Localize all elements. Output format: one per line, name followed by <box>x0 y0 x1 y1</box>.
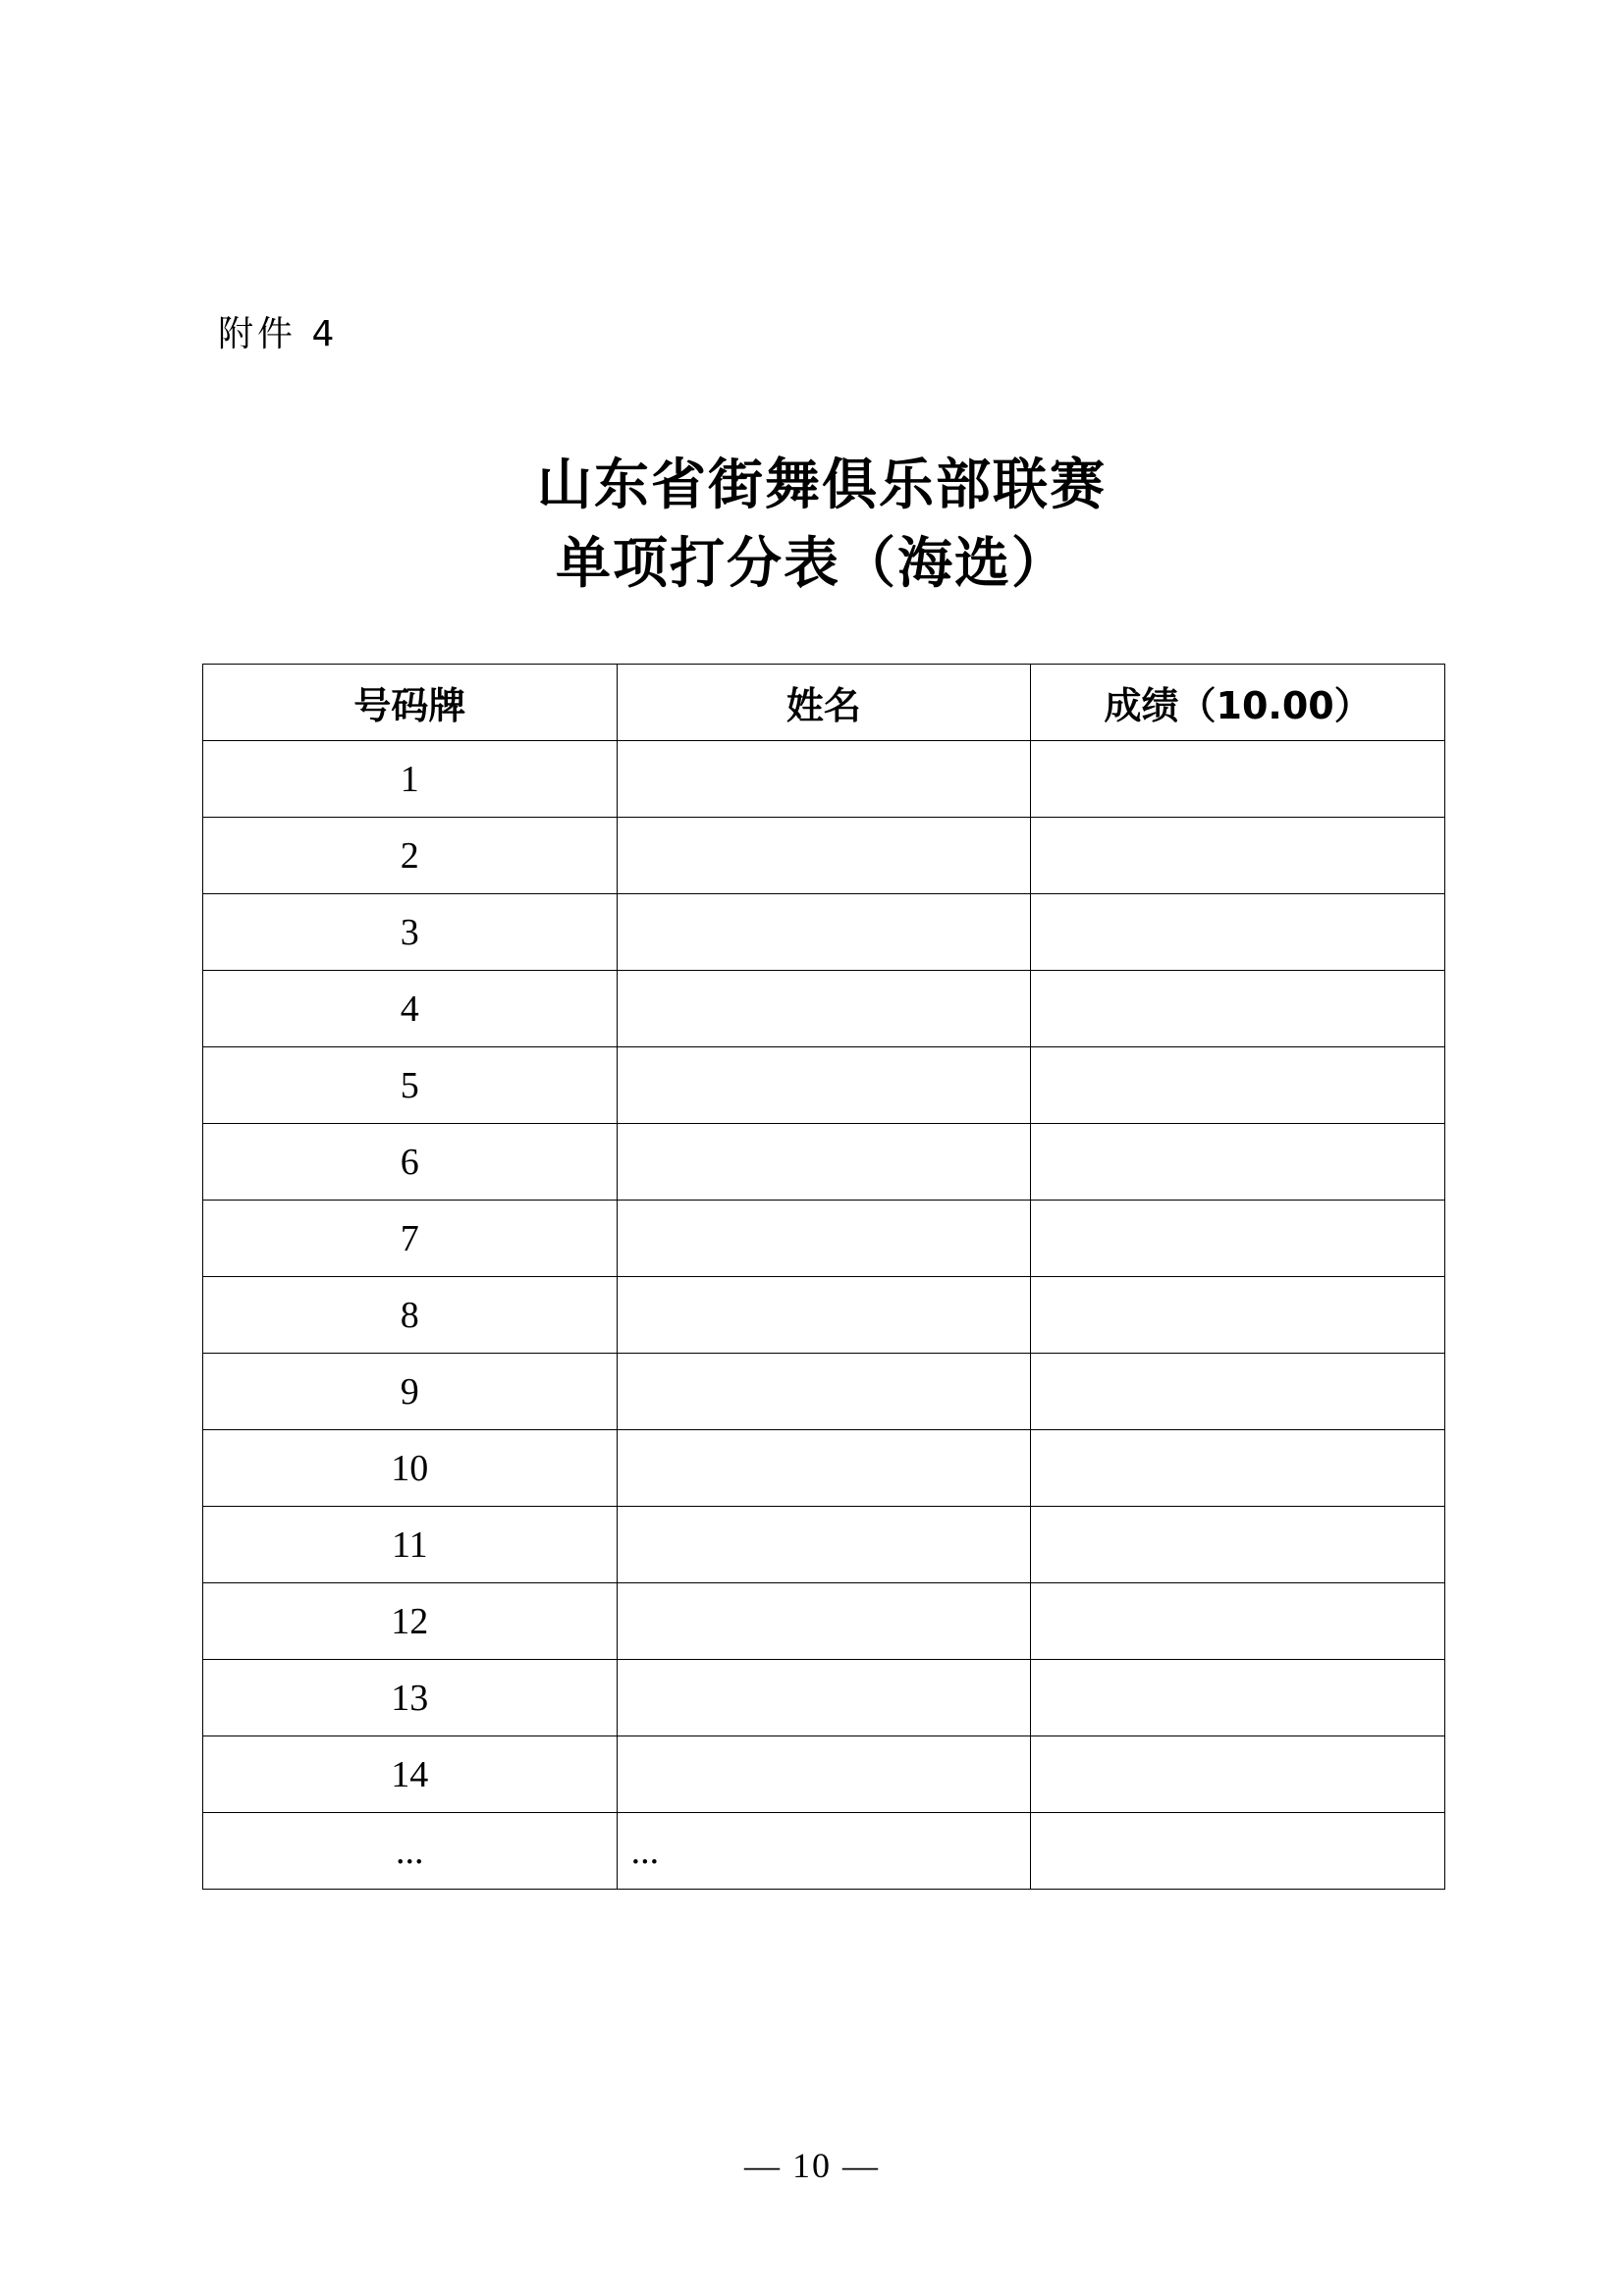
cell-score[interactable] <box>1031 1201 1445 1277</box>
score-table <box>202 664 1445 1890</box>
cell-number: 9 <box>203 1354 618 1430</box>
cell-number: 13 <box>203 1660 618 1736</box>
cell-number: 10 <box>203 1430 618 1507</box>
cell-score[interactable] <box>1031 1507 1445 1583</box>
table-row <box>203 1354 1445 1430</box>
cell-name[interactable] <box>617 818 1031 894</box>
page-title-line-1: 山东省街舞俱乐部联赛 <box>537 453 1107 517</box>
table-row <box>203 1507 1445 1583</box>
cell-score[interactable] <box>1031 1660 1445 1736</box>
table-row <box>203 1430 1445 1507</box>
cell-number: 3 <box>203 894 618 971</box>
cell-name[interactable] <box>617 1430 1031 1507</box>
cell-number: 11 <box>203 1507 618 1583</box>
cell-name[interactable] <box>617 1201 1031 1277</box>
cell-number: 8 <box>203 1277 618 1354</box>
cell-score[interactable] <box>1031 1047 1445 1124</box>
cell-score[interactable] <box>1031 1583 1445 1660</box>
cell-score[interactable] <box>1031 971 1445 1047</box>
table-row <box>203 1201 1445 1277</box>
cell-number: 6 <box>203 1124 618 1201</box>
table-row <box>203 1736 1445 1813</box>
table-row <box>203 1660 1445 1736</box>
cell-name[interactable] <box>617 894 1031 971</box>
cell-score[interactable] <box>1031 1430 1445 1507</box>
table-row <box>203 894 1445 971</box>
attachment-label: 附件 4 <box>218 314 339 354</box>
page-title-line-2: 单项打分表（海选） <box>556 531 1068 596</box>
cell-score[interactable] <box>1031 1277 1445 1354</box>
cell-number: 4 <box>203 971 618 1047</box>
cell-score[interactable] <box>1031 1354 1445 1430</box>
cell-score[interactable] <box>1031 818 1445 894</box>
page-number: — 10 — <box>744 2146 880 2185</box>
cell-name[interactable] <box>617 1507 1031 1583</box>
table-row <box>203 741 1445 818</box>
cell-name[interactable] <box>617 1583 1031 1660</box>
cell-name[interactable] <box>617 1736 1031 1813</box>
table-row <box>203 1047 1445 1124</box>
table-row <box>203 1583 1445 1660</box>
cell-number: 14 <box>203 1736 618 1813</box>
cell-number: 7 <box>203 1201 618 1277</box>
cell-name[interactable] <box>617 1660 1031 1736</box>
cell-name[interactable] <box>617 971 1031 1047</box>
cell-name[interactable] <box>617 1047 1031 1124</box>
cell-name[interactable] <box>617 1277 1031 1354</box>
cell-score[interactable] <box>1031 894 1445 971</box>
cell-score[interactable] <box>1031 741 1445 818</box>
cell-score[interactable] <box>1031 1124 1445 1201</box>
cell-name[interactable] <box>617 1124 1031 1201</box>
cell-number: 2 <box>203 818 618 894</box>
cell-name[interactable] <box>617 1354 1031 1430</box>
table-row <box>203 971 1445 1047</box>
cell-number: 12 <box>203 1583 618 1660</box>
table-row <box>203 1124 1445 1201</box>
cell-name[interactable]: ... <box>617 1813 1031 1890</box>
table-row <box>203 1277 1445 1354</box>
cell-number: 5 <box>203 1047 618 1124</box>
header-score: 成绩（10.00） <box>1031 665 1445 741</box>
header-name: 姓名 <box>617 665 1031 741</box>
cell-number: ... <box>203 1813 618 1890</box>
cell-score[interactable] <box>1031 1736 1445 1813</box>
cell-number: 1 <box>203 741 618 818</box>
header-number-plate: 号码牌 <box>203 665 618 741</box>
cell-score[interactable] <box>1031 1813 1445 1890</box>
cell-name[interactable] <box>617 741 1031 818</box>
table-header-row <box>203 665 1445 741</box>
table-row <box>203 818 1445 894</box>
table-row <box>203 1813 1445 1890</box>
